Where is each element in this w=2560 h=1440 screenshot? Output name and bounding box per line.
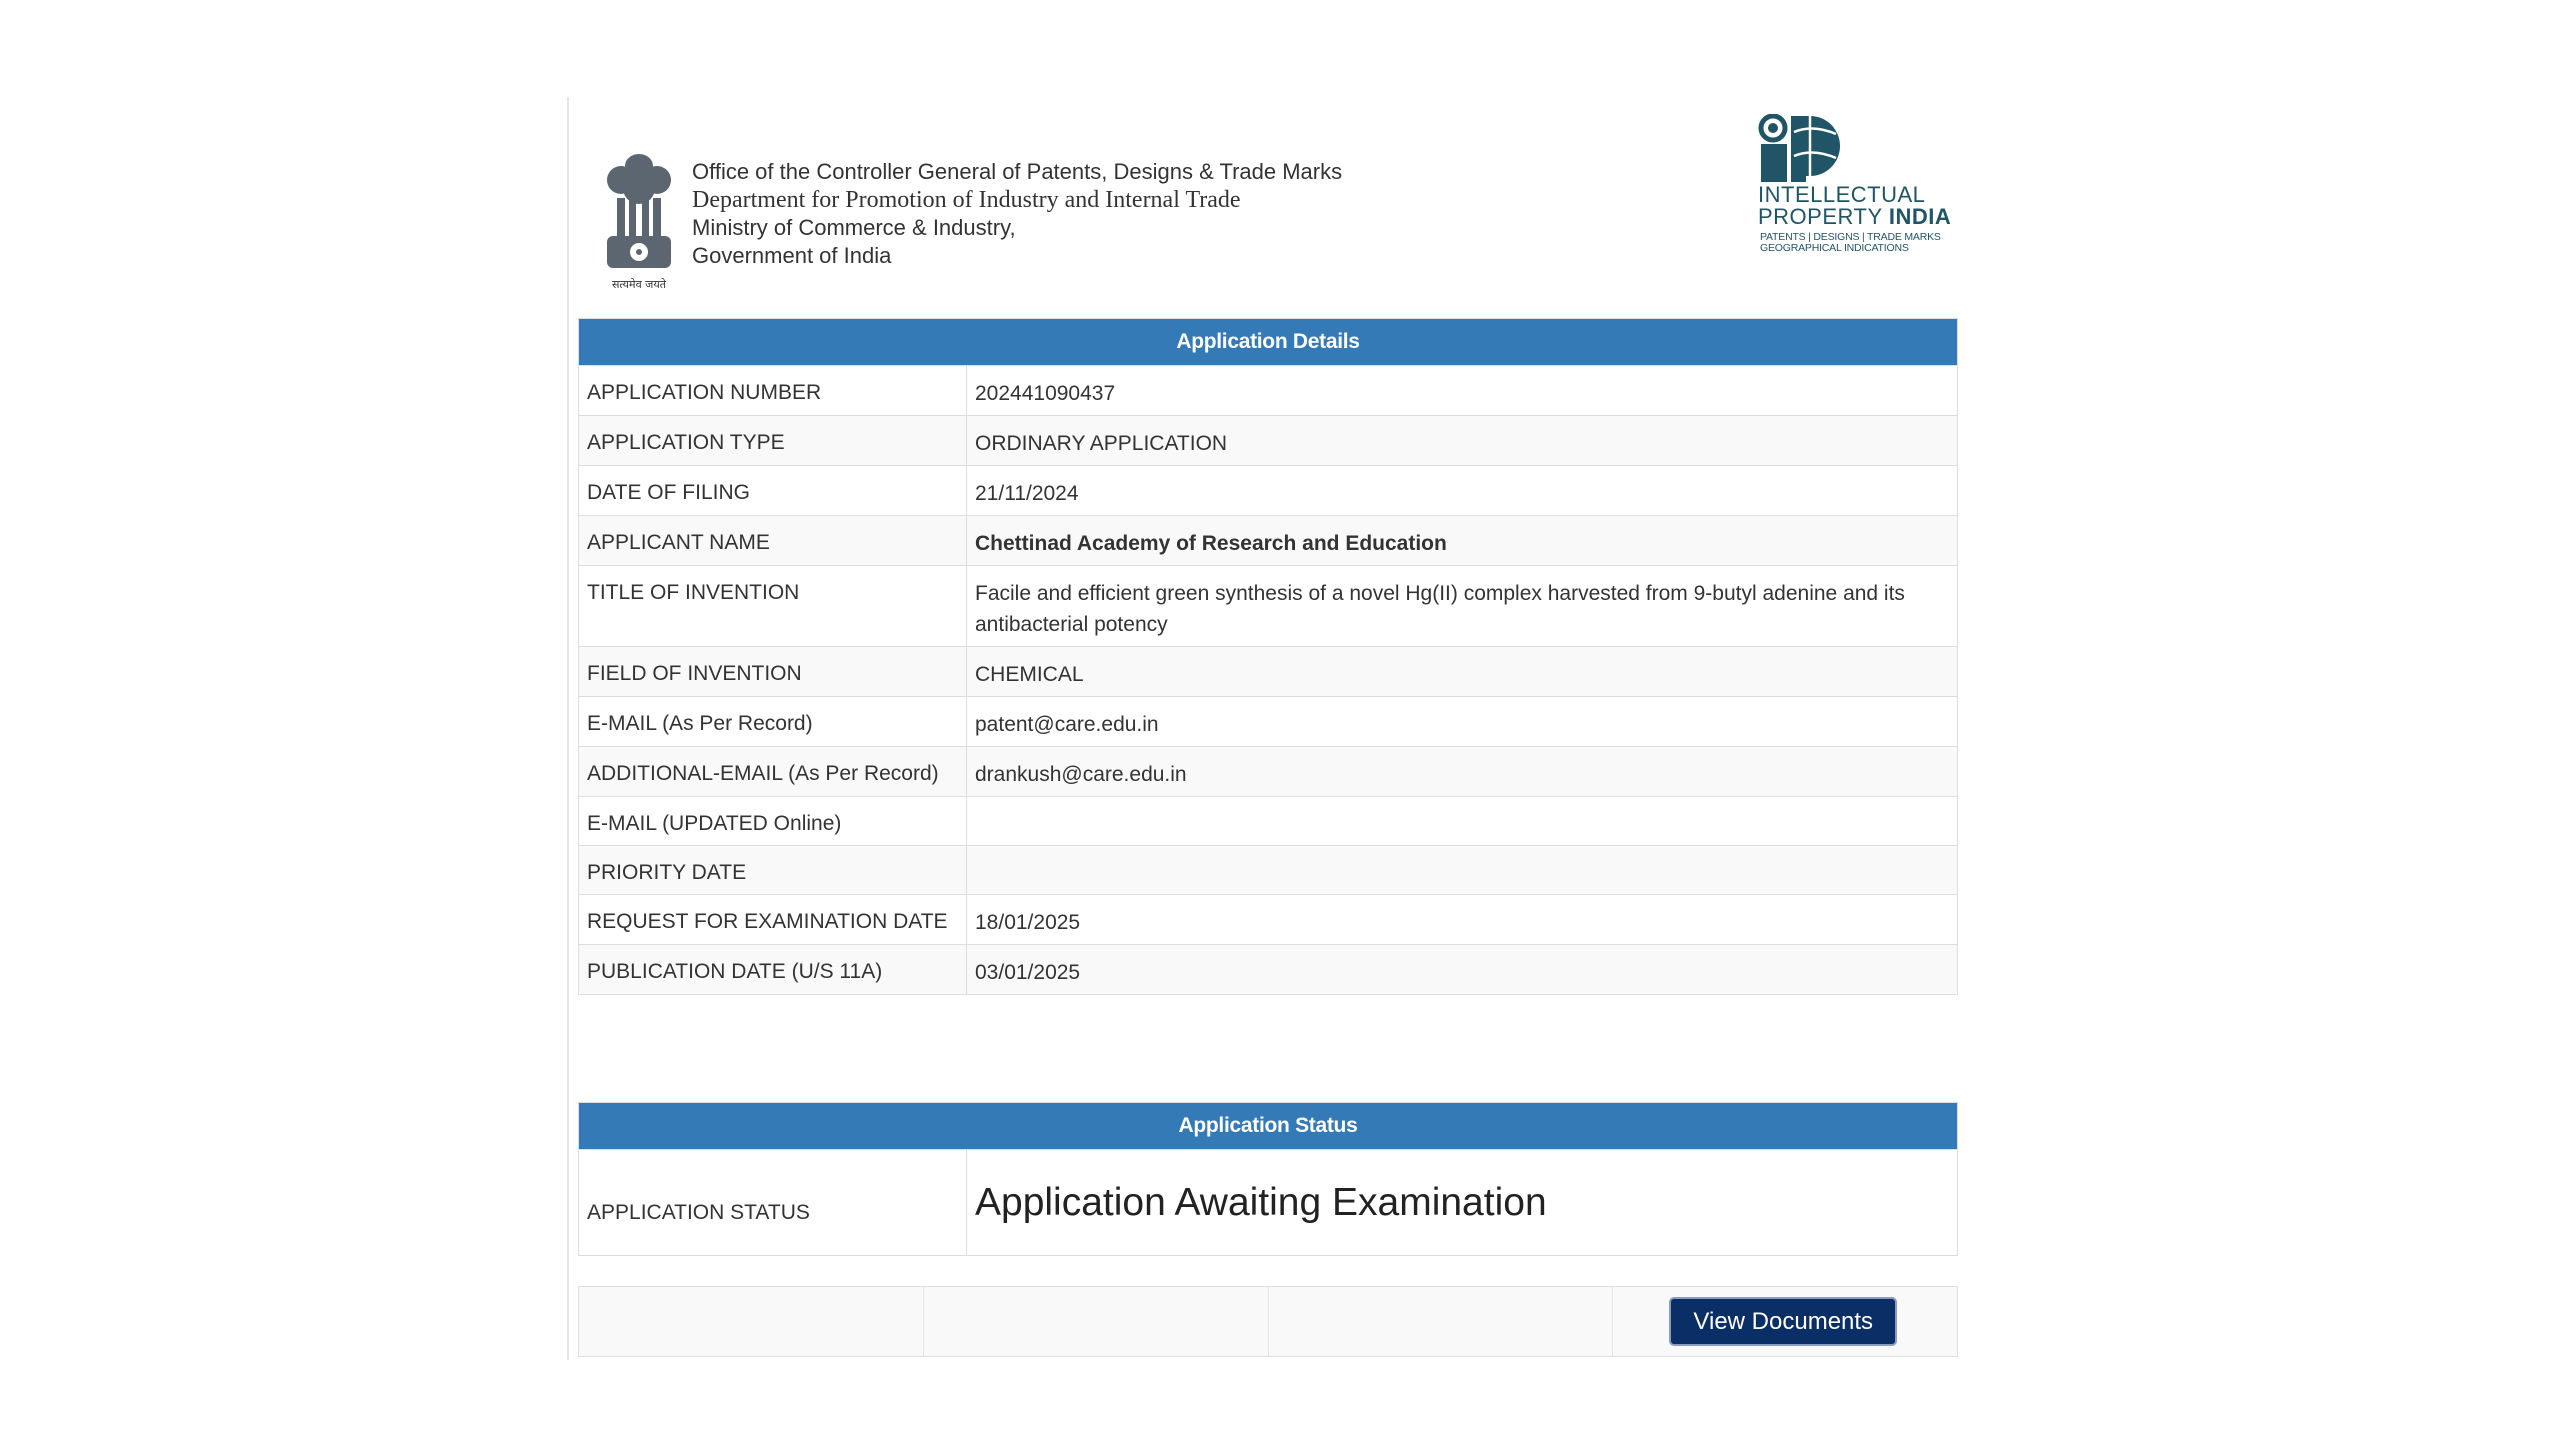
- details-row-value: Facile and efficient green synthesis of a novel Hg(II) complex harvested from 9-butyl adenine and its antibacterial potency: [975, 582, 1905, 636]
- ip-logo-line3: PATENTS | DESIGNS | TRADE MARKS: [1760, 231, 1941, 243]
- details-row-label: REQUEST FOR EXAMINATION DATE: [579, 895, 967, 944]
- details-row: [579, 845, 1957, 894]
- status-value: Application Awaiting Examination: [975, 1181, 1547, 1224]
- documents-row: [578, 1286, 1958, 1357]
- details-row-label: PUBLICATION DATE (U/S 11A): [579, 945, 967, 994]
- status-label: APPLICATION STATUS: [579, 1150, 967, 1255]
- details-row-label: E-MAIL (As Per Record): [579, 697, 967, 746]
- details-row: [579, 365, 1957, 415]
- details-row-label: FIELD OF INVENTION: [579, 647, 967, 696]
- ip-logo-mark-icon: [1758, 114, 1848, 182]
- national-emblem-logo: [597, 146, 681, 292]
- view-documents-button[interactable]: View Documents: [1669, 1297, 1897, 1346]
- government-line: Government of India: [692, 243, 892, 268]
- details-row: [579, 465, 1957, 515]
- application-details-header: Application Details: [579, 319, 1957, 365]
- ip-logo-india: INDIA: [1888, 204, 1952, 229]
- ip-logo-line1: INTELLECTUAL: [1758, 182, 1926, 207]
- details-row: [579, 415, 1957, 465]
- documents-cell-empty: [924, 1287, 1269, 1356]
- application-details-rows: [579, 365, 1957, 994]
- status-row: [579, 1149, 1957, 1255]
- details-row-value: CHEMICAL: [975, 663, 1084, 686]
- details-row-label: TITLE OF INVENTION: [579, 566, 967, 646]
- details-row-value: [967, 846, 1957, 894]
- details-row: [579, 565, 1957, 646]
- details-row: [579, 746, 1957, 796]
- page-left-border: [567, 97, 569, 1360]
- office-line: Office of the Controller General of Patents, Designs & Trade Marks: [692, 159, 1343, 184]
- details-row: [579, 515, 1957, 565]
- details-row-value: drankush@care.edu.in: [975, 763, 1187, 786]
- ip-logo-property: PROPERTY: [1758, 204, 1889, 229]
- details-row-value: 21/11/2024: [975, 482, 1079, 505]
- details-row-value: ORDINARY APPLICATION: [975, 432, 1228, 455]
- details-row: [579, 646, 1957, 696]
- details-row-label: APPLICATION NUMBER: [579, 366, 967, 415]
- details-row: [579, 796, 1957, 845]
- ip-logo-line2: [1758, 206, 1951, 228]
- emblem-motto: सत्यमेव जयते: [611, 278, 667, 291]
- documents-cell-button: [1613, 1287, 1957, 1356]
- ministry-line: Ministry of Commerce & Industry,: [692, 215, 1016, 240]
- details-row-value: Chettinad Academy of Research and Education: [975, 532, 1447, 555]
- ip-india-logo: [1756, 114, 1956, 262]
- details-row-value: 03/01/2025: [975, 961, 1081, 984]
- ip-logo-line4: GEOGRAPHICAL INDICATIONS: [1760, 242, 1909, 254]
- details-row-label: PRIORITY DATE: [579, 846, 967, 894]
- application-details-table: [578, 318, 1958, 995]
- details-row: [579, 944, 1957, 994]
- details-row-label: E-MAIL (UPDATED Online): [579, 797, 967, 845]
- details-row-label: ADDITIONAL-EMAIL (As Per Record): [579, 747, 967, 796]
- details-row-value: 18/01/2025: [975, 911, 1081, 934]
- details-row-label: DATE OF FILING: [579, 466, 967, 515]
- documents-cell-empty: [579, 1287, 924, 1356]
- details-row-value: [967, 797, 1957, 845]
- details-row-label: APPLICATION TYPE: [579, 416, 967, 465]
- application-status-header: Application Status: [579, 1103, 1957, 1149]
- documents-cell-empty: [1269, 1287, 1614, 1356]
- details-row-label: APPLICANT NAME: [579, 516, 967, 565]
- details-row-value: 202441090437: [975, 382, 1116, 405]
- details-row: [579, 696, 1957, 746]
- department-line: Department for Promotion of Industry and Internal Trade: [692, 187, 1241, 213]
- header-org-text: [692, 158, 1342, 270]
- details-row-value: patent@care.edu.in: [975, 713, 1159, 736]
- details-row: [579, 894, 1957, 944]
- application-status-table: [578, 1102, 1958, 1256]
